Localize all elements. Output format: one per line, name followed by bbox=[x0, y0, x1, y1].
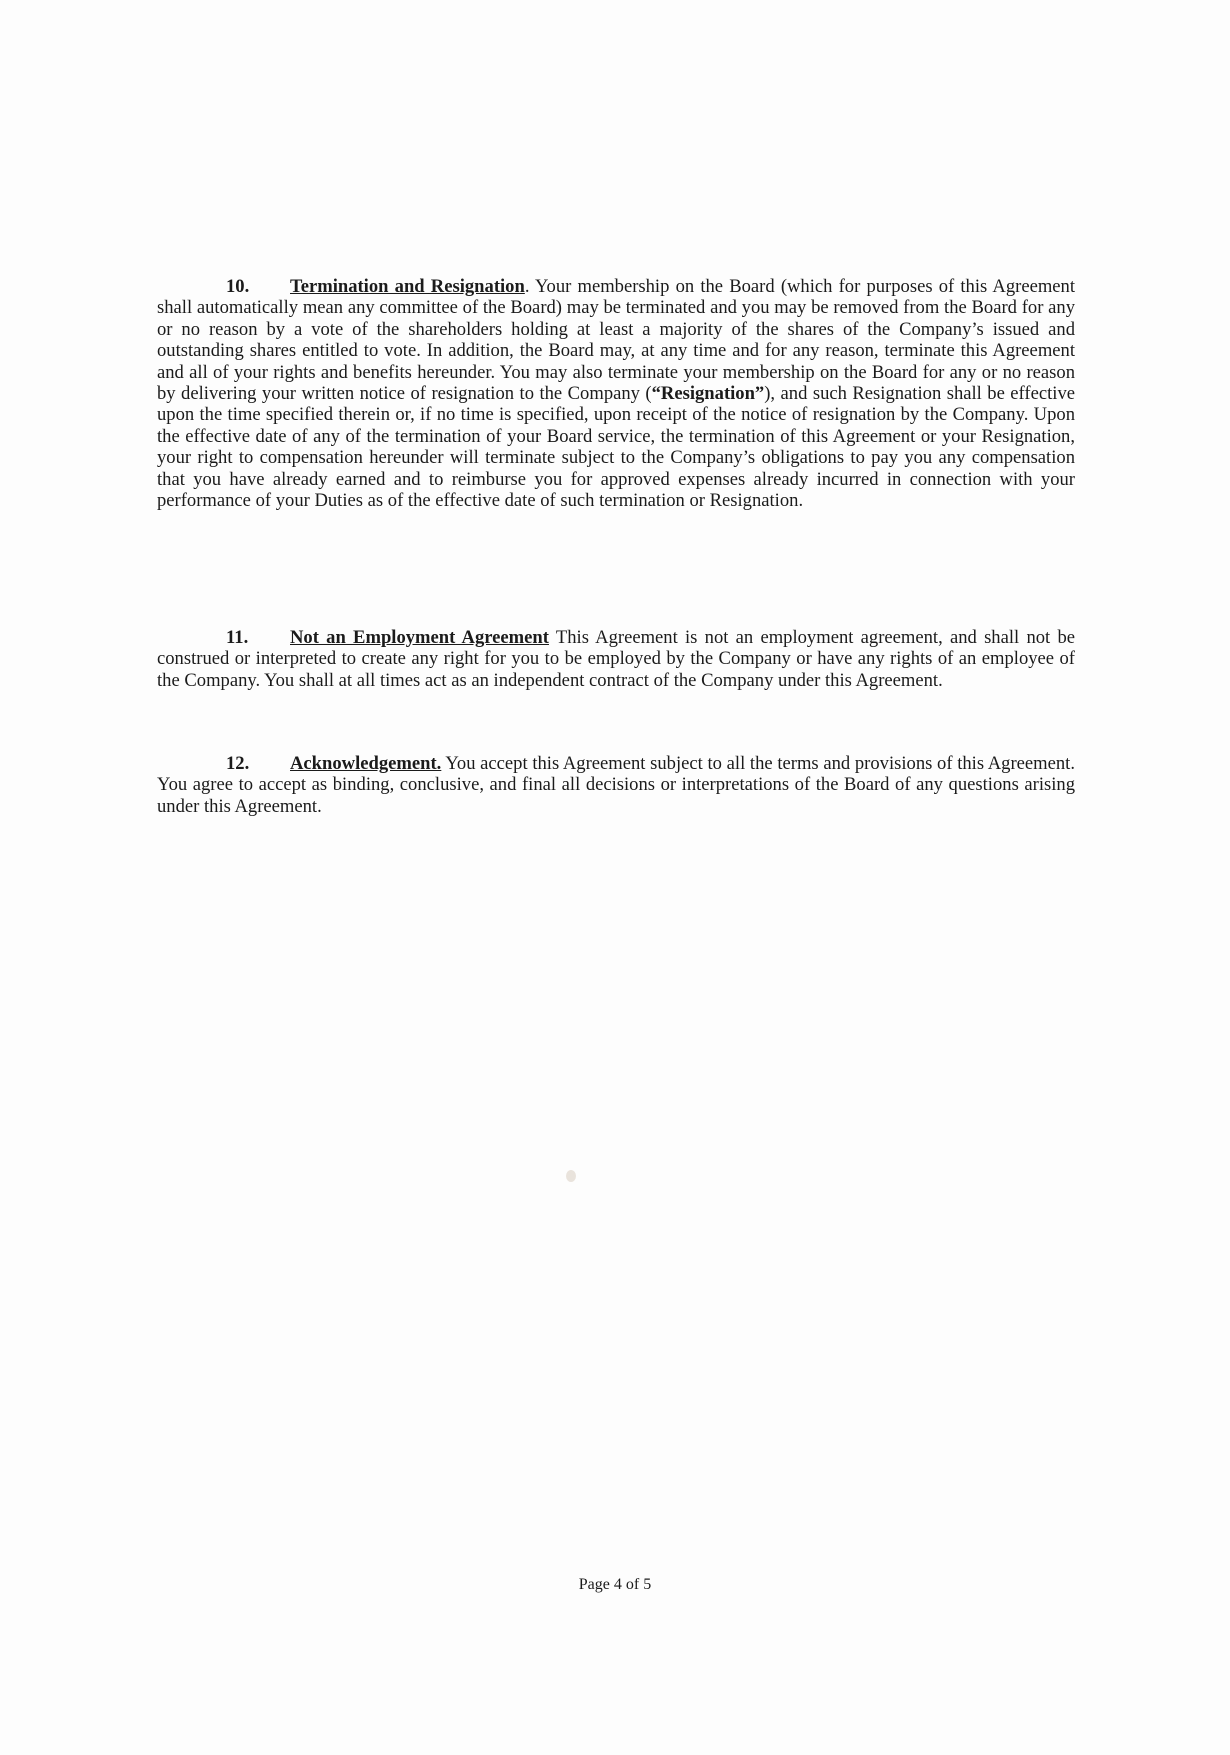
section-body-text: This Agreement is not an employment agreement, and shall not be construed or interpreted to create any right for you to be employed by the Company or have any rights of an employee of the Company. You shall at all times act as an independent contract of the Company under this Agreement. bbox=[157, 627, 1075, 691]
section-heading: Termination and Resignation bbox=[290, 276, 525, 297]
section-body-text: ), and such Resignation shall be effective upon the time specified therein or, if no time is specified, upon receipt of the notice of resignation by the Company. Upon the effective date of any of the termination of your Board service, the termination of this Agreement or your Resignation, your right to compensation hereunder will terminate subject to the Company’s obligations to pay you any compensation that you have already earned and to reimburse you for approved expenses already incurred in connection with your performance of your Duties as of the effective date of such termination or Resignation. bbox=[157, 383, 1075, 512]
section-body-text: You accept this Agreement subject to all the terms and provisions of this Agreement. You agree to accept as binding, conclusive, and final all decisions or interpretations of the Board of any questions arising under this Agreement. bbox=[157, 753, 1075, 817]
defined-term-resignation: “Resignation” bbox=[651, 383, 765, 405]
section-acknowledgement bbox=[157, 753, 1075, 817]
section-heading: Acknowledgement. bbox=[290, 753, 442, 774]
section-number: 11. bbox=[226, 627, 249, 648]
section-number: 10. bbox=[226, 276, 250, 297]
scan-speck bbox=[566, 1170, 576, 1182]
section-not-an-employment-agreement bbox=[157, 627, 1075, 691]
section-number: 12. bbox=[226, 753, 250, 774]
section-heading: Not an Employment Agreement bbox=[290, 627, 549, 648]
section-heading-suffix: . bbox=[524, 276, 530, 297]
page-number: Page 4 of 5 bbox=[578, 1576, 652, 1593]
section-termination-and-resignation bbox=[157, 276, 1075, 511]
section-body-text: Your membership on the Board (which for purposes of this Agreement shall automatically mean any committee of the Board) may be terminated and you may be removed from the Board for any or no reason by a vote of the shareholders holding at least a majority of the shares of the Company’s issued and outstanding shares entitled to vote. In addition, the Board may, at any time and for any reason, terminate this Agreement and all of your rights and benefits hereunder. You may also terminate your membership on the Board for any or no reason by delivering your written notice of resignation to the Company ( bbox=[157, 276, 1075, 405]
